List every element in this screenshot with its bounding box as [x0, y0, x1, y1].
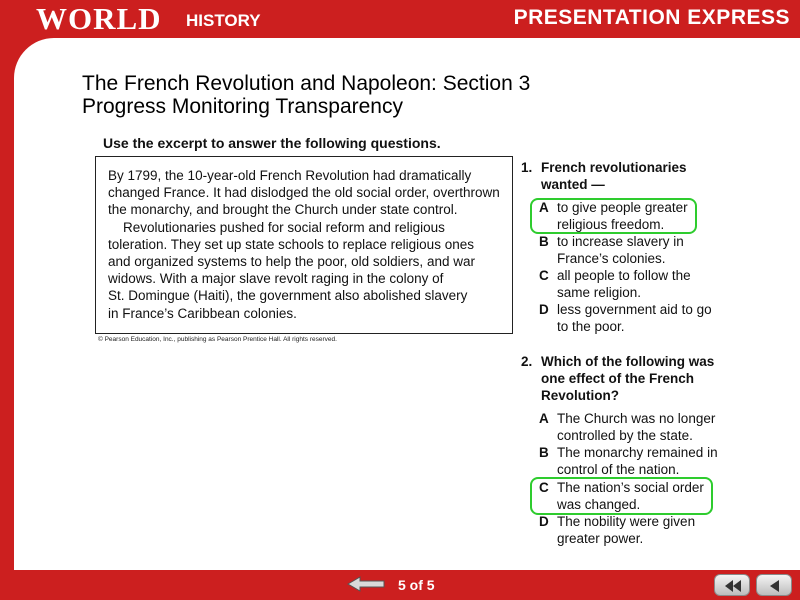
return-arrow-icon [346, 575, 386, 593]
option-letter: A [539, 200, 549, 215]
answer-highlight-q2 [530, 477, 713, 515]
question-1-prompt-line: French revolutionaries [541, 160, 687, 175]
option-letter: D [539, 302, 549, 317]
option-text [557, 513, 695, 547]
question-1-prompt-line: wanted — [541, 177, 605, 192]
option-text-line: was changed. [557, 497, 641, 512]
question-1-number: 1. [521, 160, 533, 175]
excerpt-line: St. Domingue (Haiti), the government also abolished slavery [108, 288, 468, 304]
option-text [557, 267, 691, 301]
question-2-prompt-line: Revolution? [541, 388, 619, 403]
excerpt-line: and organized systems to help the poor, old soldiers, and war [108, 254, 475, 270]
answer-highlight-q1 [530, 198, 697, 234]
brand-logo-world: WORLD [36, 1, 162, 36]
return-arrow-button[interactable] [346, 575, 386, 593]
option-text-line: controlled by the state. [557, 428, 693, 443]
option-text-line: to the poor. [557, 319, 625, 334]
option-text-line: religious freedom. [557, 217, 665, 232]
option-text-line: greater power. [557, 531, 644, 546]
option-letter: D [539, 514, 549, 529]
excerpt-line: changed France. It had dislodged the old social order, overthrown [108, 185, 500, 201]
excerpt-line: the monarchy, and brought the Church under state control. [108, 202, 458, 218]
excerpt-line: toleration. They set up state schools to replace religious ones [108, 236, 474, 252]
slide-title-line-1: The French Revolution and Napoleon: Section 3 [82, 72, 531, 95]
option-text [557, 301, 712, 335]
option-letter: C [539, 480, 549, 495]
option-text [557, 444, 718, 478]
option-text-line: The nation’s social order [557, 480, 704, 495]
left-frame-bar [0, 78, 14, 570]
question-2-prompt-line: Which of the following was [541, 354, 715, 369]
back-button[interactable] [756, 574, 792, 596]
copyright-notice: © Pearson Education, Inc., publishing as Pearson Prentice Hall. All rights reserved. [98, 336, 337, 343]
rewind-button[interactable] [714, 574, 750, 596]
question-1-prompt [541, 159, 687, 193]
option-letter: C [539, 268, 549, 283]
rewind-icon [715, 575, 751, 597]
question-2-prompt [541, 353, 714, 404]
product-name: PRESENTATION EXPRESS [513, 6, 790, 29]
option-letter: B [539, 445, 549, 460]
excerpt-line: in France’s Caribbean colonies. [108, 305, 297, 321]
brand-logo-history: HISTORY [186, 11, 261, 30]
option-text-line: less government aid to go [557, 302, 712, 317]
option-text [557, 233, 684, 267]
question-2-prompt-line: one effect of the French [541, 371, 695, 386]
option-text-line: The monarchy remained in [557, 445, 718, 460]
slide-title [82, 72, 530, 118]
slide-title-line-2: Progress Monitoring Transparency [82, 95, 403, 118]
option-text-line: same religion. [557, 285, 642, 300]
app-header [0, 0, 800, 38]
option-text-line: The Church was no longer [557, 411, 716, 426]
excerpt-line: widows. With a major slave revolt raging in the colony of [108, 271, 444, 287]
option-letter: B [539, 234, 549, 249]
excerpt-box [95, 156, 513, 334]
option-text-line: control of the nation. [557, 462, 680, 477]
option-text-line: The nobility were given [557, 514, 696, 529]
back-arrow-icon [757, 575, 793, 597]
instruction-text: Use the excerpt to answer the following questions. [103, 135, 441, 151]
excerpt-line: By 1799, the 10-year-old French Revolution had dramatically [108, 168, 472, 183]
option-text-line: to increase slavery in [557, 234, 684, 249]
option-text [557, 410, 715, 444]
excerpt-line: Revolutionaries pushed for social reform and religious [108, 219, 445, 235]
option-letter: A [539, 411, 549, 426]
option-text-line: all people to follow the [557, 268, 691, 283]
option-text-line: to give people greater [557, 200, 688, 215]
page-indicator: 5 of 5 [398, 577, 435, 593]
option-text-line: France’s colonies. [557, 251, 666, 266]
question-2-number: 2. [521, 354, 533, 369]
